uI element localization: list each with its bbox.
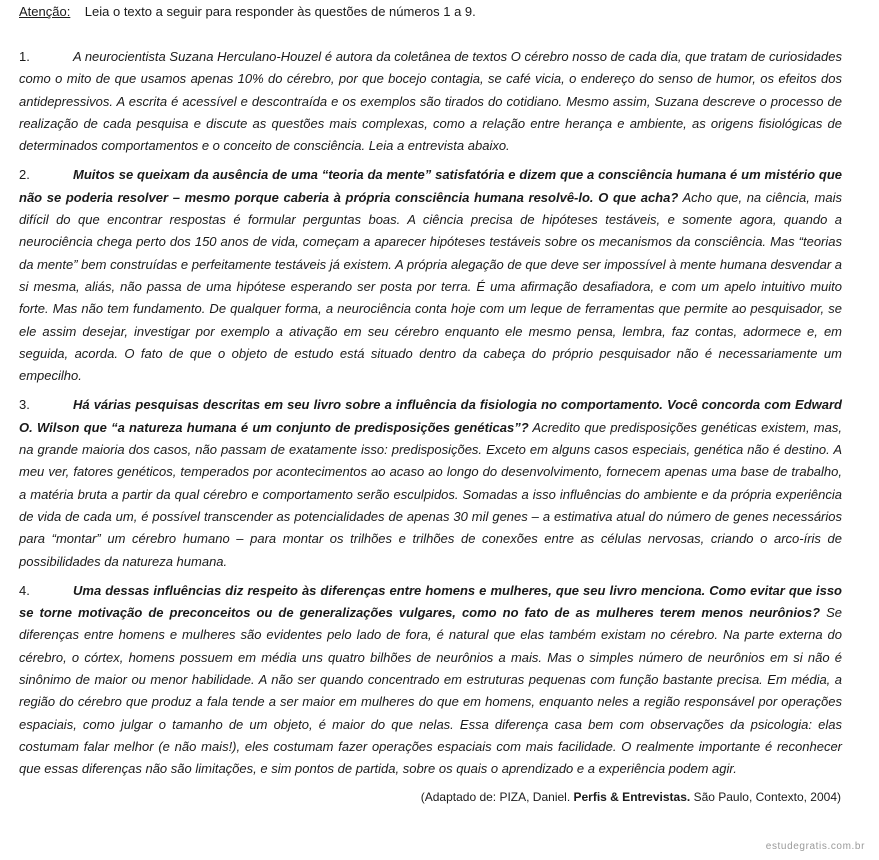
paragraph-4	[19, 580, 842, 781]
paragraph-3	[19, 394, 842, 572]
attention-header	[19, 1, 476, 23]
interview-answer: Acredito que predisposições genéticas existem, mas, na grande maioria dos casos, não passam de exatamente isso: predisposições. Exceto em alguns casos especiais, genética não é destino. A meu ver, fatores genéticos, temperados por acontecimentos ao acaso ao longo do desenvolvimento, fornecem apenas uma base de trabalho, a matéria bruta a partir da qual cérebro e comportamento serão esculpidos. Somadas a isso influências do ambiente e da própria experiência de vida de cada um, é possível transcender as potencialidades de apenas 30 mil genes – a estimativa atual do número de genes necessários para “montar” um cérebro humano – para montar os trilhões e trilhões de conexões entre as células nervosas, criando o arco-íris de possibilidades da natureza humana.	[19, 419, 842, 569]
citation-prefix: (Adaptado de: PIZA, Daniel.	[420, 789, 571, 804]
paragraph-number: 1.	[19, 49, 30, 64]
attention-label: Atenção:	[19, 4, 71, 19]
paragraph-1	[19, 46, 842, 157]
interview-question: Muitos se queixam da ausência de uma “teoria da mente” satisfatória e dizem que a consciência humana é um mistério que não se poderia resolver – mesmo porque caberia à própria consciência humana resolvê-lo. O que acha?	[19, 167, 842, 205]
citation-suffix: São Paulo, Contexto, 2004)	[693, 789, 841, 804]
interview-text	[19, 46, 842, 806]
interview-answer: A neurocientista Suzana Herculano-Houzel é autora da coletânea de textos O cérebro nosso de cada dia, que tratam de curiosidades como o mito de que usamos apenas 10% do cérebro, por que bocejo contagia, se café vicia, o endereço do senso de humor, os efeitos dos antidepressivos. A escrita é acessível e descontraída e os exemplos são tirados do cotidiano. Mesmo assim, Suzana descreve o processo de realização de cada pesquisa e discute as questões mais complexas, como a relação entre herança e ambiente, as origens fisiológicas de determinados comportamentos e o conceito de consciência. Leia a entrevista abaixo.	[19, 49, 842, 154]
site-watermark: estudegratis.com.br	[765, 840, 865, 852]
source-citation	[19, 788, 842, 806]
paragraph-number: 4.	[19, 582, 30, 598]
attention-instruction: Leia o texto a seguir para responder às questões de números 1 a 9.	[84, 4, 476, 19]
paragraph-number: 3.	[19, 397, 30, 413]
interview-answer: Se diferenças entre homens e mulheres são evidentes pelo lado de fora, é natural que elas também existam no cérebro. Na parte externa do cérebro, o córtex, homens possuem em média uns quatro bilhões de neurônios a mais. Mas o simples número de neurônios em si não é sinônimo de maior ou menor habilidade. A não ser quando concentrado em estruturas pequenas com função bastante precisa. Em média, a região do cérebro que produz a fala tende a ser maior em mulheres do que em homens, enquanto neles a região responsável por operações espaciais, como julgar o tamanho de um objeto, é maior do que nelas. Essa diferença casa bem com observações da psicologia: elas costumam falar melhor (e não mais!), eles costumam fazer operações espaciais com mais facilidade. O realmente importante é reconhecer que essas diferenças não são limitações, e sim pontos de partida, sobre os quais o aprendizado e a experiência podem agir.	[19, 605, 842, 777]
citation-book-title: Perfis & Entrevistas.	[573, 789, 691, 804]
paragraph-2	[19, 164, 842, 387]
interview-question: Há várias pesquisas descritas em seu livro sobre a influência da fisiologia no comportamento. Você concorda com Edward O. Wilson que “a natureza humana é um conjunto de predisposições genéticas”?	[19, 397, 842, 435]
interview-question: Uma dessas influências diz respeito às diferenças entre homens e mulheres, que seu livro menciona. Como evitar que isso se torne motivação de preconceitos ou de generalizações vulgares, como no fato de as mulheres terem menos neurônios?	[19, 582, 842, 621]
paragraph-number: 2.	[19, 167, 30, 183]
interview-answer: Acho que, na ciência, mais difícil do que encontrar respostas é formular perguntas boas. A ciência precisa de hipóteses testáveis, e somente agora, quando a neurociência chega perto dos 150 anos de vida, começam a aparecer hipóteses testáveis sobre os mecanismos da consciência. Mas “teorias da mente” bem construídas e perfeitamente testáveis já existem. A própria alegação de que deve ser impossível à mente humana desvendar a si mesma, aliás, não passa de uma hipótese esperando ser posta por terra. É uma afirmação desafiadora, e com um apelo intuitivo muito forte. Mas não tem fundamento. De qualquer forma, a neurociência conta hoje com um leque de ferramentas que permite ao pesquisador, se ele assim desejar, investigar por exemplo a ativação em seu cérebro enquanto ele mesmo pensa, lembra, faz contas, adormece e, em seguida, acorda. O fato de que o objeto de estudo está situado dentro da cabeça do próprio pesquisador não é necessariamente um empecilho.	[19, 189, 842, 384]
